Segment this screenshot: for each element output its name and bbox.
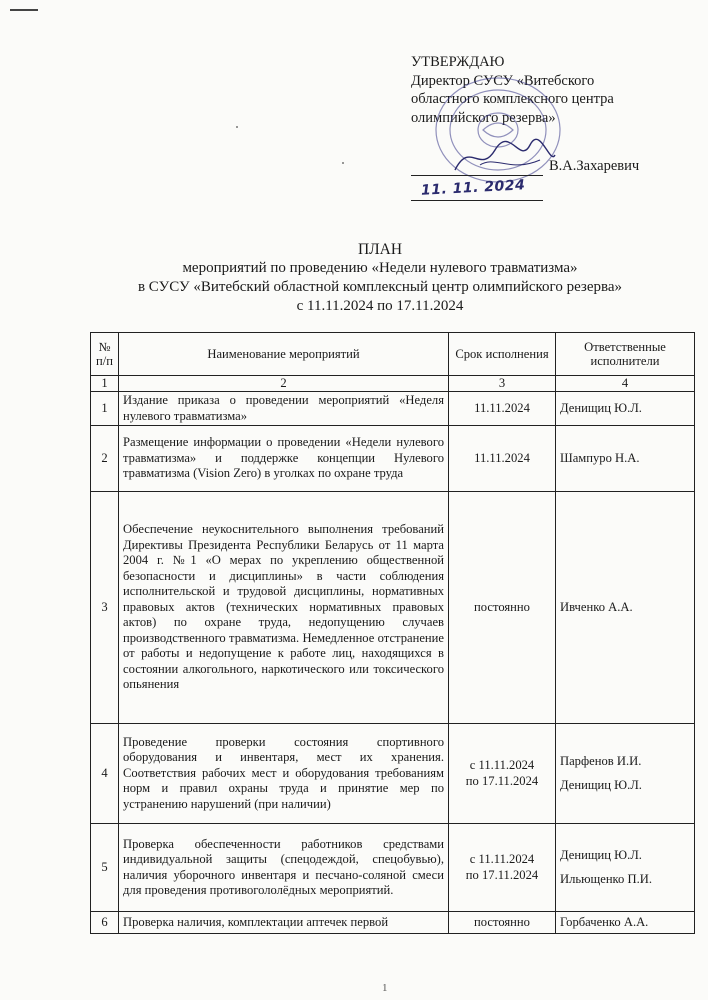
signature-row	[411, 158, 701, 180]
term-line: постоянно	[474, 914, 530, 929]
row-task: Проведение проверки состояния спортивного оборудования и инвентаря, мест их хранения. Соответствия рабочих мест и оборудования требованиям норм и правил охраны труда и принятие мер по устранению нарушений (при наличии)	[119, 724, 449, 824]
row-task: Проверка наличия, комплектации аптечек первой	[119, 912, 449, 934]
column-number-row	[91, 376, 695, 392]
title-line-2: в СУСУ «Витебский областной комплексный центр олимпийского резерва»	[137, 279, 623, 295]
table-row	[91, 492, 695, 724]
approval-block	[411, 53, 701, 127]
row-term	[449, 912, 556, 934]
row-executors	[556, 392, 695, 426]
row-executors	[556, 492, 695, 724]
page-mark: 1	[382, 982, 388, 994]
date-line	[411, 200, 543, 201]
executor: Денищиц Ю.Л.	[560, 848, 642, 862]
executor: Ильющенко П.И.	[560, 871, 652, 886]
signature-line	[411, 175, 543, 176]
row-term	[449, 724, 556, 824]
executor: Парфенов И.И.	[560, 754, 642, 768]
row-executors	[556, 824, 695, 912]
row-task: Обеспечение неукоснительного выполнения требований Директивы Президента Республики Беларусь от 11 марта 2004 г. №1 «О мерах по укреплению общественной безопасности и дисциплины» в части соблюдения исполнительской и трудовой дисциплины, нормативных правовых актов (технических нормативных правовых актов) по охране труда, недопущению случаев производственного травматизма. Немедленное отстранение от работы и недопущение к работе лиц, находящихся в состоянии алкогольного, наркотического или токсического опьянения	[119, 492, 449, 724]
approval-heading: УТВЕРЖДАЮ	[411, 54, 505, 70]
row-num: 1	[91, 392, 119, 426]
header-executors: Ответственные исполнители	[556, 333, 695, 376]
row-task: Проверка обеспеченности работников средствами индивидуальной защиты (спецодеждой, спецобувью), наличия уборочного инвентаря и песчано-соляной смеси для проведения противогололёдных мероприятий.	[119, 824, 449, 912]
term-line: 11.11.2024	[474, 400, 530, 415]
col-number: 3	[449, 376, 556, 392]
table-header-row	[91, 333, 695, 376]
col-number: 2	[119, 376, 449, 392]
table-row	[91, 824, 695, 912]
row-term	[449, 824, 556, 912]
row-num: 6	[91, 912, 119, 934]
term-line: с 11.11.2024	[469, 758, 535, 772]
header-num: № п/п	[91, 333, 119, 376]
row-task: Издание приказа о проведении мероприятий «Неделя нулевого травматизма»	[119, 392, 449, 426]
header-name: Наименование мероприятий	[119, 333, 449, 376]
row-num: 2	[91, 426, 119, 492]
row-term	[449, 492, 556, 724]
executor: Горбаченко А.А.	[560, 914, 649, 929]
table-row	[91, 912, 695, 934]
table-row	[91, 392, 695, 426]
scan-edge-mark	[10, 9, 38, 11]
executor: Денищиц Ю.Л.	[560, 400, 642, 415]
executor: Шампуро Н.А.	[560, 450, 640, 465]
scan-speck	[236, 126, 238, 128]
header-term: Срок исполнения	[449, 333, 556, 376]
table-row	[91, 426, 695, 492]
term-line: с 11.11.2024	[469, 852, 535, 866]
approval-line-2: областного комплексного центра	[411, 91, 614, 107]
col-number: 4	[556, 376, 695, 392]
scan-speck	[342, 162, 344, 164]
document-title	[60, 240, 700, 316]
plan-table	[90, 332, 695, 934]
row-num: 5	[91, 824, 119, 912]
approval-line-1: Директор СУСУ «Витебского	[411, 72, 595, 89]
row-num: 3	[91, 492, 119, 724]
approval-line-3: олимпийского резерва»	[411, 109, 556, 126]
row-term	[449, 426, 556, 492]
term-line: по 17.11.2024	[465, 773, 539, 788]
col-number: 1	[91, 376, 119, 392]
row-term	[449, 392, 556, 426]
table-row	[91, 724, 695, 824]
term-line: по 17.11.2024	[465, 867, 539, 882]
executor: Ивченко А.А.	[560, 599, 633, 614]
title-line-1: мероприятий по проведению «Недели нулевого травматизма»	[182, 260, 578, 276]
executor: Денищиц Ю.Л.	[560, 777, 642, 792]
term-line: 11.11.2024	[474, 450, 530, 465]
term-line: постоянно	[474, 599, 530, 614]
row-executors	[556, 912, 695, 934]
row-task: Размещение информации о проведении «Недели нулевого травматизма» и поддержке концепции Нулевого травматизма (Vision Zero) в уголках по охране труда	[119, 426, 449, 492]
row-executors	[556, 426, 695, 492]
signer-name: В.А.Захаревич	[549, 158, 640, 174]
handwritten-date: 11. 11. 2024	[420, 177, 526, 199]
plan-heading: ПЛАН	[357, 241, 403, 258]
row-executors	[556, 724, 695, 824]
row-num: 4	[91, 724, 119, 824]
title-line-3: с 11.11.2024 по 17.11.2024	[296, 298, 464, 314]
